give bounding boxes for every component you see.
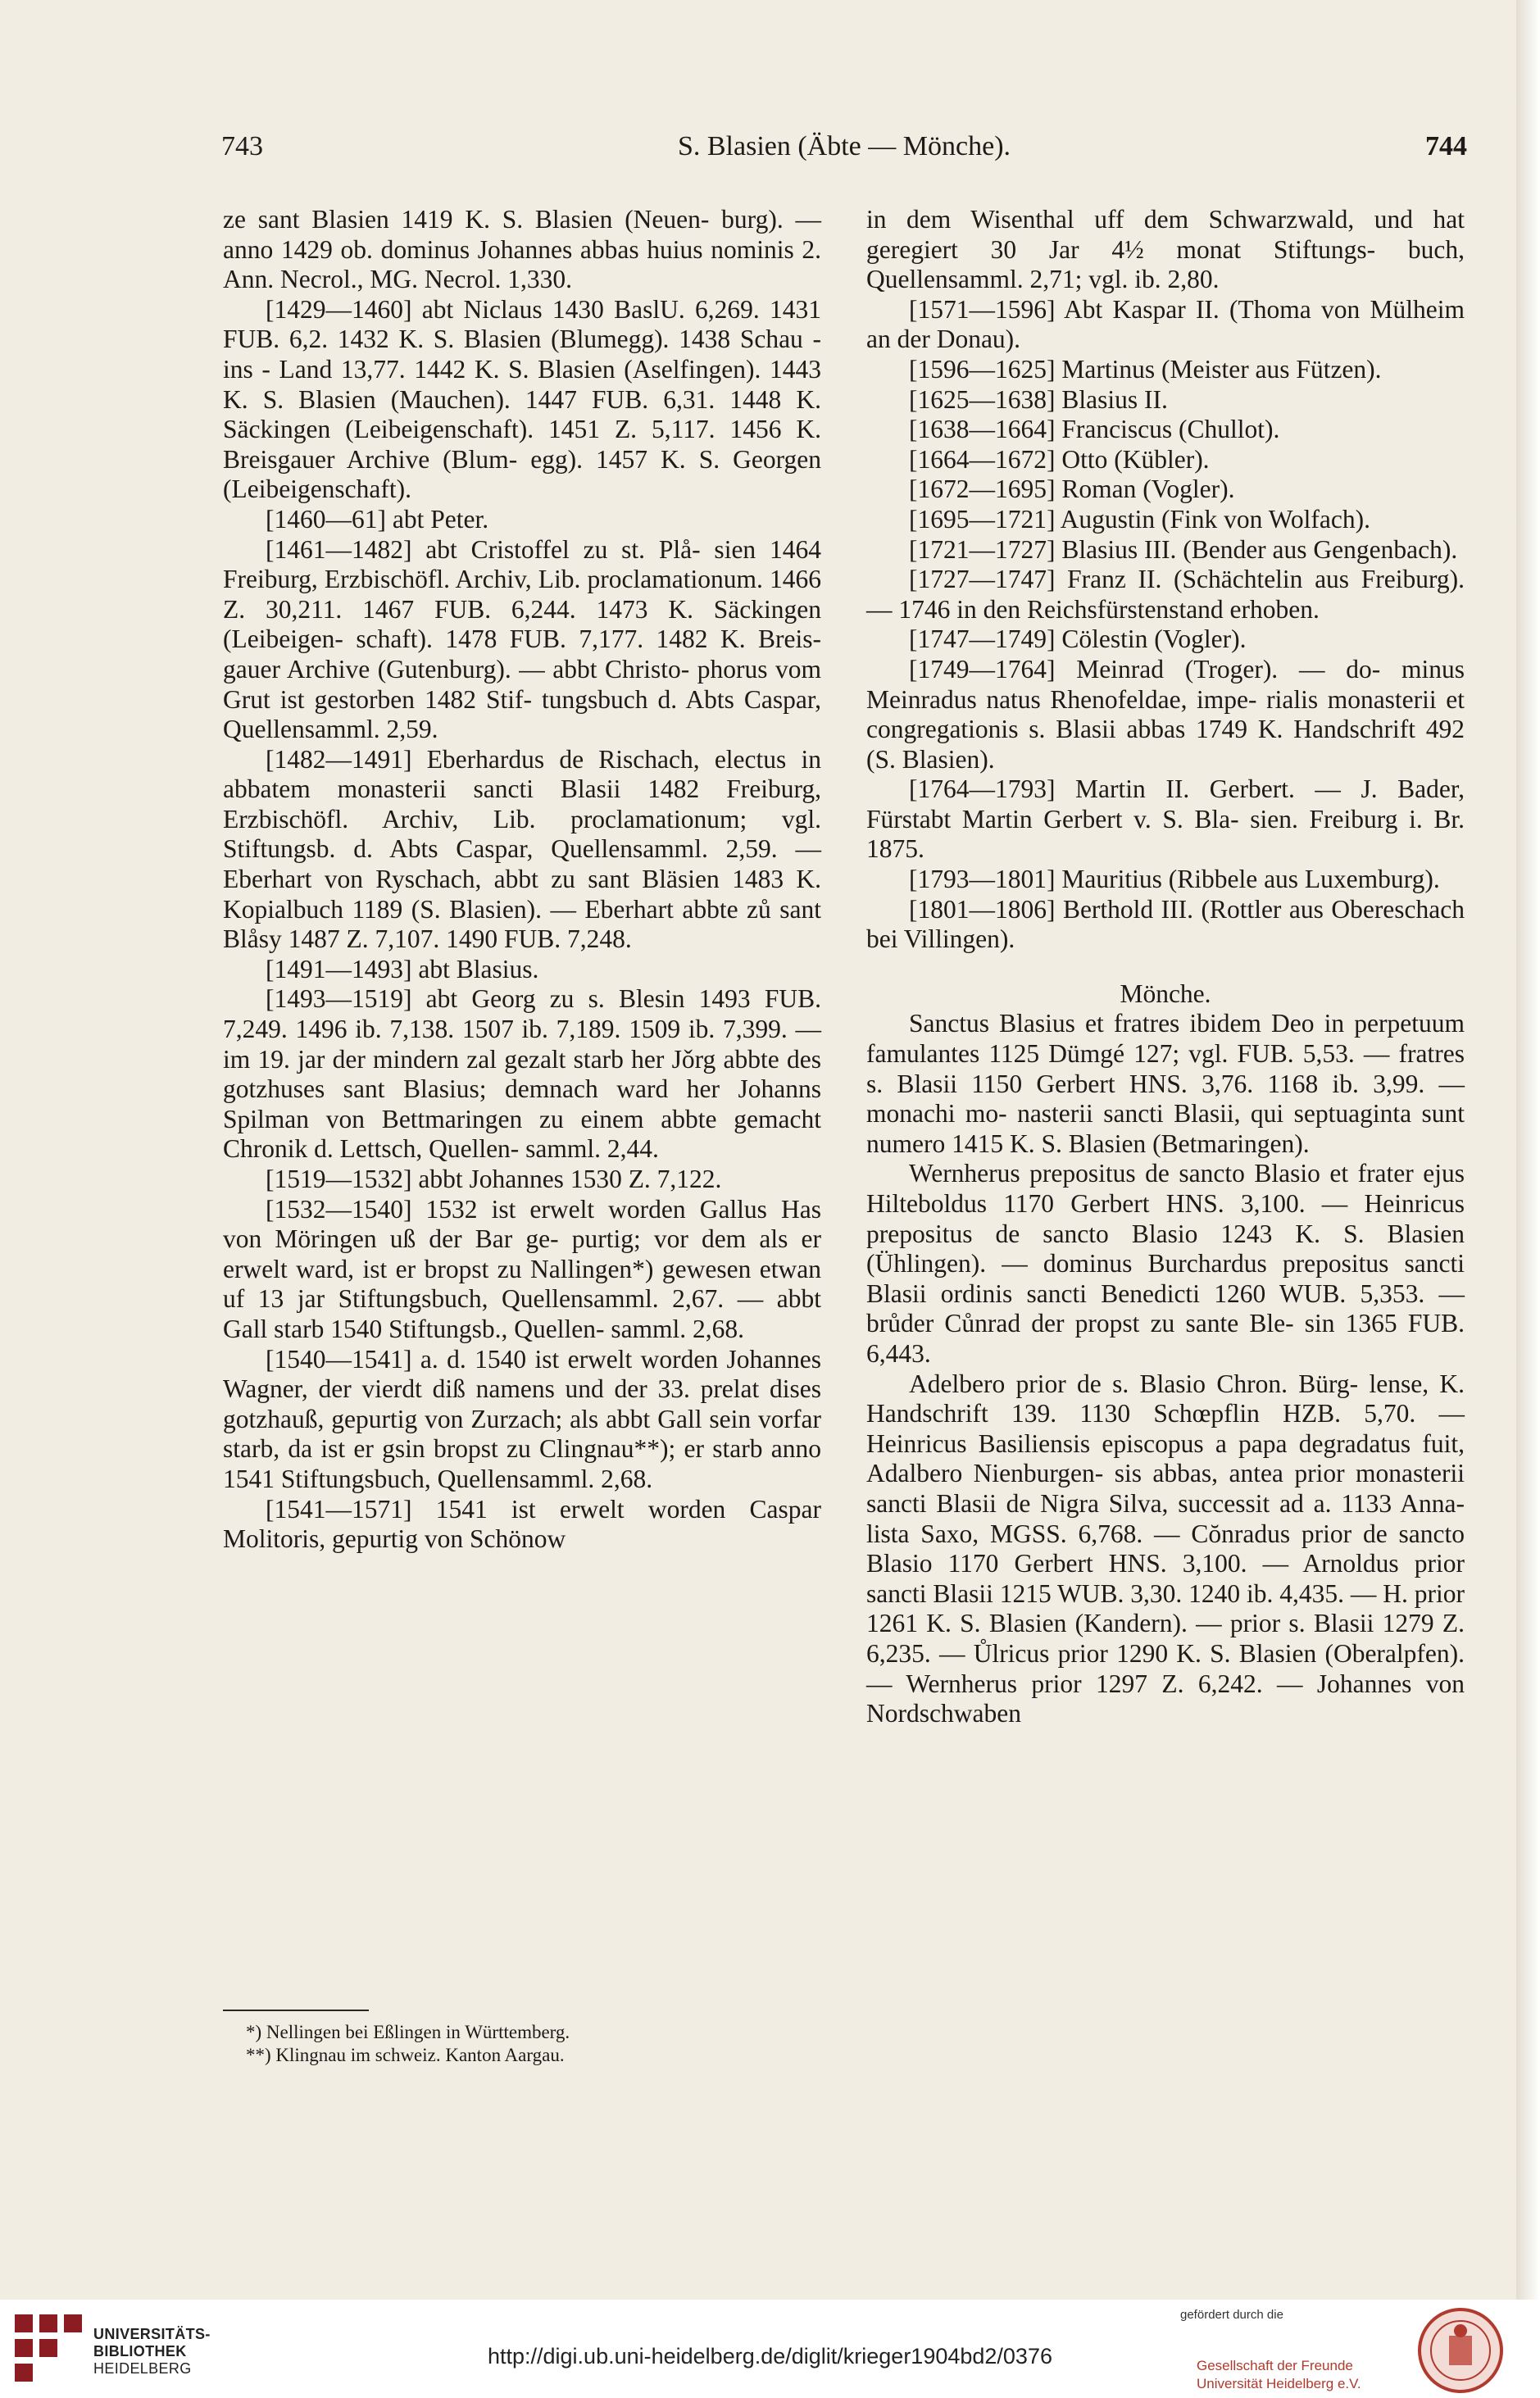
left-column bbox=[223, 205, 821, 1555]
paragraph: [1801—1806] Berthold III. (Rottler aus Obereschach bei Villingen). bbox=[866, 894, 1465, 954]
paragraph: [1461—1482] abt Cristoffel zu st. Plå- sien 1464 Freiburg, Erzbischöfl. Archiv, Lib. proclamationum. 1466 Z. 30,211. 1467 FUB. 6,244. 1473 K. Säckingen (Leibeigen- schaft). 1478 FUB. 7,177. 1482 K. Breis- gauer Archive (Gutenburg). — abbt Christo- phorus vom Grut ist gestorben 1482 Stif- tungsbuch d. Abts Caspar, Quellensamml. 2,59. bbox=[223, 534, 821, 744]
paragraph: [1747—1749] Cölestin (Vogler). bbox=[909, 624, 1247, 654]
page-edge bbox=[1516, 0, 1540, 2300]
viewer-footer bbox=[0, 2300, 1540, 2398]
paragraph: [1672—1695] Roman (Vogler). bbox=[909, 475, 1235, 504]
footnote: **) Klingnau im schweiz. Kanton Aargau. bbox=[246, 2045, 565, 2065]
sponsor-name: Gesellschaft der Freunde Universität Heidelberg e.V. bbox=[1197, 2358, 1361, 2391]
paragraph: [1638—1664] Franciscus (Chullot). bbox=[909, 415, 1280, 444]
page-header bbox=[221, 131, 1467, 180]
paragraph: [1532—1540] 1532 ist erwelt worden Gallus Has von Möringen uß der Bar ge- purtig; vor dem als er erwelt ward, ist er bropst zu Nallingen*) gewesen etwan uf 13 jar Stiftungsbuch, Quellensamml. 2,67. — abbt Gall starb 1540 Stiftungsb., Quellen- samml. 2,68. bbox=[223, 1194, 821, 1343]
paragraph: Adelbero prior de s. Blasio Chron. Bürg- lense, K. Handschrift 139. 1130 Schœpflin HZB. 5,70. — Heinricus Basiliensis episcopus a papa degradatus fuit, Adalbero Nienburgen- sis abbas, antea prior monasterii sancti Blasii de Nigra Silva, successit ad a. 1133 Anna- lista Saxo, MGSS. 6,768. — Cŏnradus prior de sancto Blasio 1170 Gerbert HNS. 3,100. — Arnoldus prior sancti Blasii 1215 WUB. 3,30. 1240 ib. 4,435. — H. prior 1261 K. S. Blasien (Kandern). — prior s. Blasii 1279 Z. 6,235. — Ůlricus prior 1290 K. S. Blasien (Oberalpfen). — Wernherus prior 1297 Z. 6,242. — Johannes von Nordschwaben bbox=[866, 1369, 1465, 1728]
institution-name: UNIVERSITÄTS- BIBLIOTHEK HEIDELBERG bbox=[93, 2326, 211, 2377]
paragraph: [1764—1793] Martin II. Gerbert. — J. Bader, Fürstabt Martin Gerbert v. S. Bla- sien. Freiburg i. Br. 1875. bbox=[866, 774, 1465, 864]
paragraph: ze sant Blasien 1419 K. S. Blasien (Neuen- burg). — anno 1429 ob. dominus Johannes abbas huius nominis 2. Ann. Necrol., MG. Necrol. 1,330. bbox=[223, 205, 821, 294]
paragraph: [1571—1596] Abt Kaspar II. (Thoma von Mülheim an der Donau). bbox=[866, 294, 1465, 354]
paragraph: [1625—1638] Blasius II. bbox=[909, 384, 1168, 414]
footnotes bbox=[246, 2021, 820, 2067]
paragraph: [1793—1801] Mauritius (Ribbele aus Luxemburg). bbox=[909, 865, 1440, 894]
paragraph: [1540—1541] a. d. 1540 ist erwelt worden Johannes Wagner, der vierdt diß namens und der 33. prelat dises gotzhauß, gepurtig von Zurzach; als abbt Gall sein vorfar starb, da ist er gsin bropst zu Clingnau**); er starb anno 1541 Stiftungsbuch, Quellensamml. 2,68. bbox=[223, 1344, 821, 1493]
paragraph: [1493—1519] abt Georg zu s. Blesin 1493 FUB. 7,249. 1496 ib. 7,138. 1507 ib. 7,189. 1509 ib. 7,399. — im 19. jar der mindern zal gezalt starb her Jǒrg abbte des gotzhuses sant Blasius; demnach ward her Johanns Spilman von Bettmaringen zu einem abbte gemacht Chronik d. Lettsch, Quellen- samml. 2,44. bbox=[223, 984, 821, 1164]
paragraph: [1721—1727] Blasius III. (Bender aus Gengenbach). bbox=[909, 534, 1458, 564]
paragraph: Sanctus Blasius et fratres ibidem Deo in perpetuum famulantes 1125 Dümgé 127; vgl. FUB. 5,53. — fratres s. Blasii 1150 Gerbert HNS. 3,76. 1168 ib. 3,99. — monachi mo- nasterii sancti Blasii, qui septuaginta sunt numero 1415 K. S. Blasien (Betmaringen). bbox=[866, 1009, 1465, 1158]
paragraph: [1482—1491] Eberhardus de Rischach, electus in abbatem monasterii sancti Blasii 1482 Freiburg, Erzbischöfl. Archiv, Lib. proclamationum; vgl. Stiftungsb. d. Abts Caspar, Quellensamml. 2,59. — Eberhart von Ryschach, abbt zu sant Bläsien 1483 K. Kopialbuch 1189 (S. Blasien). — Eberhart abbte zů sant Blåsy 1487 Z. 7,107. 1490 FUB. 7,248. bbox=[223, 744, 821, 954]
page-number-left: 743 bbox=[221, 131, 263, 161]
paragraph: [1519—1532] abbt Johannes 1530 Z. 7,122. bbox=[266, 1165, 722, 1193]
paragraph: [1727—1747] Franz II. (Schächtelin aus Freiburg). — 1746 in den Reichsfürstenstand erhoben. bbox=[866, 565, 1465, 624]
paragraph: [1541—1571] 1541 ist erwelt worden Caspar Molitoris, gepurtig von Schönow bbox=[223, 1494, 821, 1554]
university-seal-icon bbox=[1416, 2306, 1505, 2395]
permalink-url[interactable]: http://digi.ub.uni-heidelberg.de/diglit/krieger1904bd2/0376 bbox=[487, 2344, 1052, 2368]
footnote: *) Nellingen bei Eßlingen in Württemberg. bbox=[246, 2022, 570, 2042]
paragraph: in dem Wisenthal uff dem Schwarzwald, und hat geregiert 30 Jar 4½ monat Stiftungs- buch, Quellensamml. 2,71; vgl. ib. 2,80. bbox=[866, 205, 1465, 294]
paragraph: [1491—1493] abt Blasius. bbox=[266, 954, 539, 983]
paragraph: Wernherus prepositus de sancto Blasio et frater ejus Hilteboldus 1170 Gerbert HNS. 3,100. — Heinricus prepositus de sancto Blasio 1243 K. S. Blasien (Ühlingen). — dominus Burchardus prepositus sancti Blasii ordinis sancti Benedicti 1260 WUB. 5,353. — brůder Cůnrad der propst zu sante Ble- sin 1365 FUB. 6,443. bbox=[866, 1159, 1465, 1368]
paragraph: [1749—1764] Meinrad (Troger). — do- minus Meinradus natus Rhenofeldae, impe- rialis monasterii et congregationis s. Blasii abbas 1749 K. Handschrift 492 (S. Blasien). bbox=[866, 654, 1465, 774]
paragraph: [1695—1721] Augustin (Fink von Wolfach). bbox=[909, 504, 1370, 534]
paragraph: [1460—61] abt Peter. bbox=[266, 504, 489, 534]
running-title: S. Blasien (Äbte — Mönche). bbox=[677, 131, 1011, 161]
paragraph: [1596—1625] Martinus (Meister aus Fützen). bbox=[909, 354, 1382, 384]
footnote-rule bbox=[223, 2010, 369, 2011]
section-heading: Mönche. bbox=[1120, 979, 1211, 1008]
page-number-right: 744 bbox=[1425, 131, 1467, 161]
right-column bbox=[866, 205, 1465, 1729]
paragraph: [1664—1672] Otto (Kübler). bbox=[909, 444, 1210, 474]
paragraph: [1429—1460] abt Niclaus 1430 BaslU. 6,269. 1431 FUB. 6,2. 1432 K. S. Blasien (Blumegg). 1438 Schau - ins - Land 13,77. 1442 K. S. Blasien (Aselfingen). 1443 K. S. Blasien (Mauchen). 1447 FUB. 6,31. 1448 K. Säckingen (Leibeigenschaft). 1451 Z. 5,117. 1456 K. Breisgauer Archive (Blum- egg). 1457 K. S. Georgen (Leibeigenschaft). bbox=[223, 294, 821, 504]
funded-by-label: gefördert durch die bbox=[1180, 2308, 1283, 2322]
